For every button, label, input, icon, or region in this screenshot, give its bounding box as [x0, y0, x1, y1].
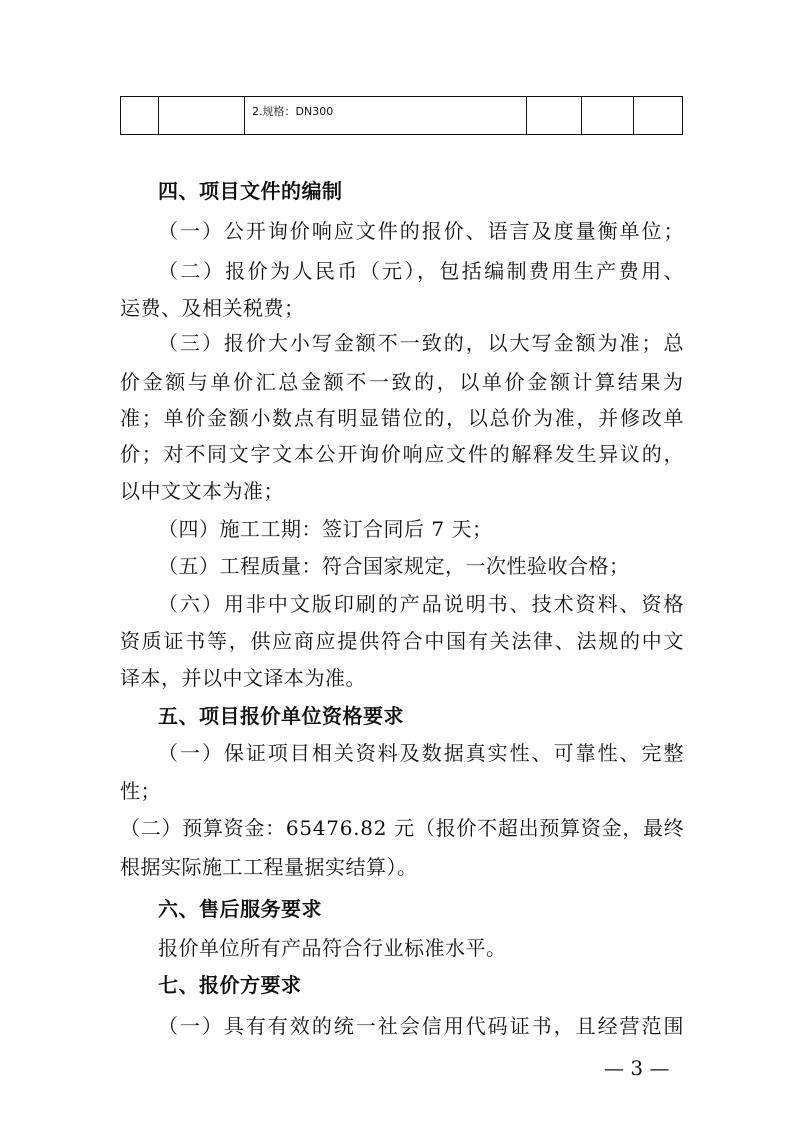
paragraph-line: （一）具有有效的统一社会信用代码证书，且经营范围 — [158, 1014, 686, 1038]
paragraph-line: 运费、及相关税费； — [120, 296, 305, 320]
paragraph-line: 译本，并以中文译本为准。 — [120, 666, 366, 690]
paragraph-line: （三）报价大小写金额不一致的，以大写金额为准；总 — [158, 331, 686, 355]
paragraph-line: 价；对不同文字文本公开询价响应文件的解释发生异议的， — [120, 442, 686, 466]
section-heading-6: 六、售后服务要求 — [158, 897, 322, 921]
paragraph-line: （六）用非中文版印刷的产品说明书、技术资料、资格 — [158, 592, 686, 616]
table-cell — [121, 97, 159, 135]
page-number: — 3 — — [604, 1056, 670, 1080]
section-heading-7: 七、报价方要求 — [158, 973, 302, 997]
paragraph-line: 以中文文本为准； — [120, 479, 284, 503]
table-cell — [527, 97, 582, 135]
paragraph-line: （一）公开询价响应文件的报价、语言及度量衡单位； — [158, 219, 686, 243]
paragraph-line: （一）保证项目相关资料及数据真实性、可靠性、完整 — [158, 741, 686, 765]
paragraph-line: 性； — [120, 779, 161, 803]
spec-table — [120, 96, 683, 135]
table-cell — [159, 97, 245, 135]
section-heading-4: 四、项目文件的编制 — [158, 179, 343, 203]
paragraph-line: 报价单位所有产品符合行业标准水平。 — [158, 936, 507, 960]
paragraph-line: （二）报价为人民币（元），包括编制费用生产费用、 — [158, 259, 686, 283]
paragraph-line: （五）工程质量：符合国家规定，一次性验收合格； — [158, 554, 630, 578]
table-cell — [634, 97, 683, 135]
table-row — [121, 97, 683, 135]
paragraph-line: 准；单价金额小数点有明显错位的，以总价为准，并修改单 — [120, 406, 686, 430]
paragraph-line: （二）预算资金：65476.82 元（报价不超出预算资金，最终 — [120, 816, 685, 840]
section-heading-5: 五、项目报价单位资格要求 — [158, 704, 404, 728]
table-cell — [582, 97, 634, 135]
paragraph-line: （四）施工工期：签订合同后 7 天； — [158, 517, 493, 541]
table-cell-spec: 2.规格：DN300 — [245, 97, 527, 135]
paragraph-line: 根据实际施工工程量据实结算）。 — [120, 855, 418, 879]
paragraph-line: 价金额与单价汇总金额不一致的，以单价金额计算结果为 — [120, 370, 686, 394]
paragraph-line: 资质证书等，供应商应提供符合中国有关法律、法规的中文 — [120, 629, 686, 653]
